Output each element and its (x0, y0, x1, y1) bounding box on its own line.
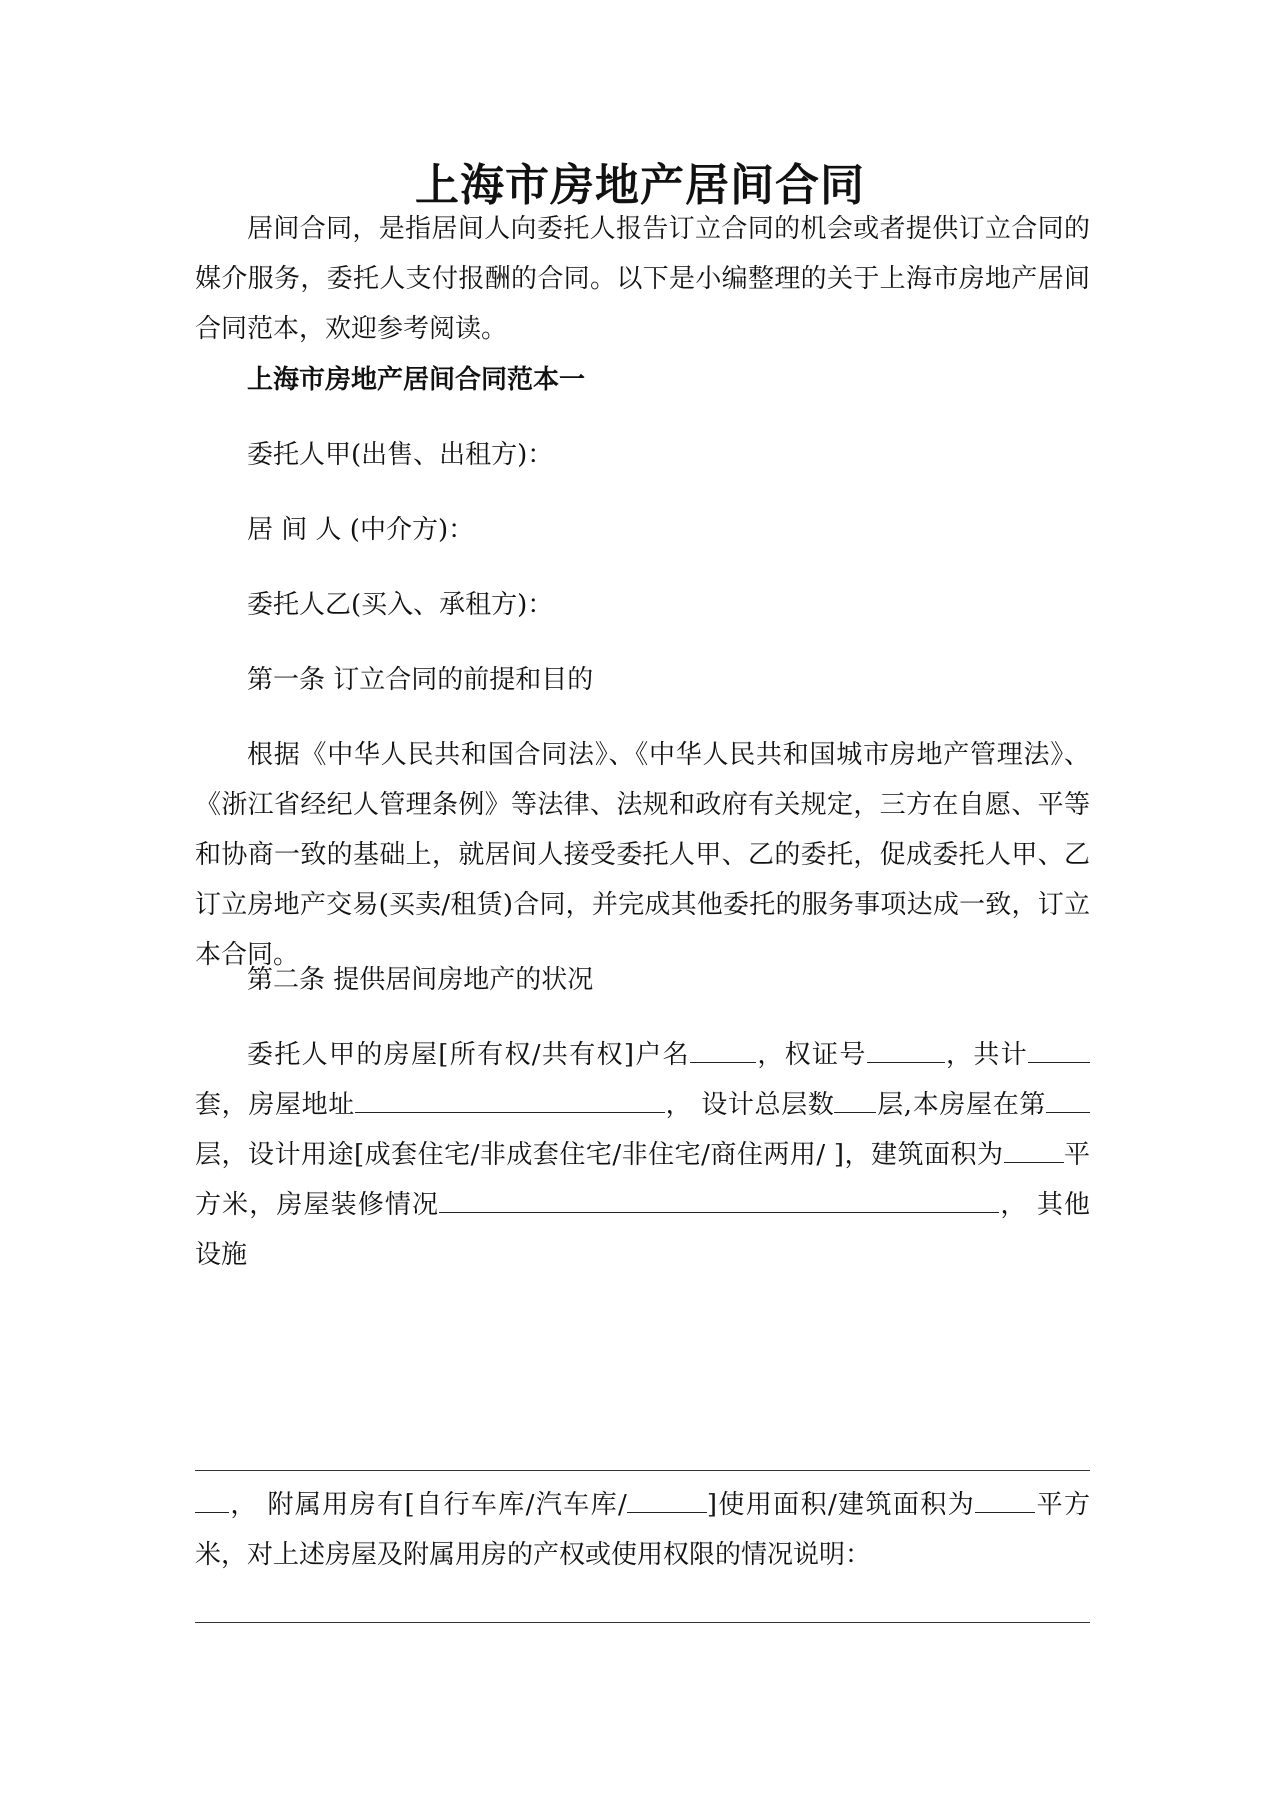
floor-number-blank[interactable] (1046, 1086, 1090, 1113)
other-facilities-rule[interactable] (195, 1470, 1090, 1471)
article-2-title: 第二条 提供居间房地产的状况 (247, 965, 594, 995)
article-2-text-6: 层,本房屋在第 (876, 1090, 1047, 1120)
owner-name-blank[interactable] (690, 1036, 756, 1063)
article-2-text-3: ，共计 (944, 1040, 1028, 1070)
unit-count-blank[interactable] (1028, 1036, 1090, 1063)
attached-rooms-paragraph (195, 1480, 1090, 1580)
attached-text-3: 平方米，对上述房屋及附属用房的产权或使用权限的情况说明： (195, 1490, 1090, 1570)
building-area-blank[interactable] (1004, 1136, 1064, 1163)
party-a-line: 委托人甲(出售、出租方)： (247, 440, 554, 470)
article-1-body: 根据《中华人民共和国合同法》、《中华人民共和国城市房地产管理法》、《浙江省经纪人管理条例》等法律、法规和政府有关规定，三方在自愿、平等和协商一致的基础上，就居间人接受委托人甲、乙的委托，促成委托人甲、乙订立房地产交易(买卖/租赁)合同，并完成其他委托的服务事项达成一致，订立本合同。 (195, 740, 1090, 970)
intro-paragraph: 居间合同，是指居间人向委托人报告订立合同的机会或者提供订立合同的媒介服务，委托人支付报酬的合同。以下是小编整理的关于上海市房地产居间合同范本，欢迎参考阅读。 (195, 214, 1090, 344)
article-2-text-5: ， 设计总层数 (664, 1090, 835, 1120)
article-2-text-1: 委托人甲的房屋[所有权/共有权]户名 (247, 1040, 690, 1070)
article-2-body (195, 1030, 1090, 1280)
attached-area-blank[interactable] (975, 1486, 1035, 1513)
document-title: 上海市房地产居间合同 (415, 160, 865, 211)
article-2-text-8: 平方米，房屋装修情况 (195, 1140, 1090, 1220)
section-heading: 上海市房地产居间合同范本一 (247, 365, 586, 395)
certificate-number-blank[interactable] (867, 1036, 945, 1063)
attached-text-2: ]使用面积/建筑面积为 (706, 1490, 976, 1520)
article-2-text-4: 套，房屋地址 (195, 1090, 355, 1120)
broker-line: 居 间 人 (中介方)： (247, 515, 475, 545)
article-2-text-2: ，权证号 (756, 1040, 867, 1070)
article-2-text-9: ， 其他设施 (195, 1190, 1090, 1270)
party-b-line: 委托人乙(买入、承租方)： (247, 590, 554, 620)
facilities-tail-blank[interactable] (195, 1486, 229, 1513)
article-1-title: 第一条 订立合同的前提和目的 (247, 665, 594, 695)
rights-description-rule[interactable] (195, 1622, 1090, 1623)
decoration-blank[interactable] (439, 1186, 999, 1213)
attached-text-1: ， 附属用房有[自行车库/汽车库/ (229, 1490, 627, 1520)
article-2-text-7: 层，设计用途[成套住宅/非成套住宅/非住宅/商住两用/ ]，建筑面积为 (195, 1140, 1004, 1170)
attached-type-blank[interactable] (627, 1486, 707, 1513)
total-floors-blank[interactable] (834, 1086, 876, 1113)
address-blank[interactable] (355, 1086, 665, 1113)
